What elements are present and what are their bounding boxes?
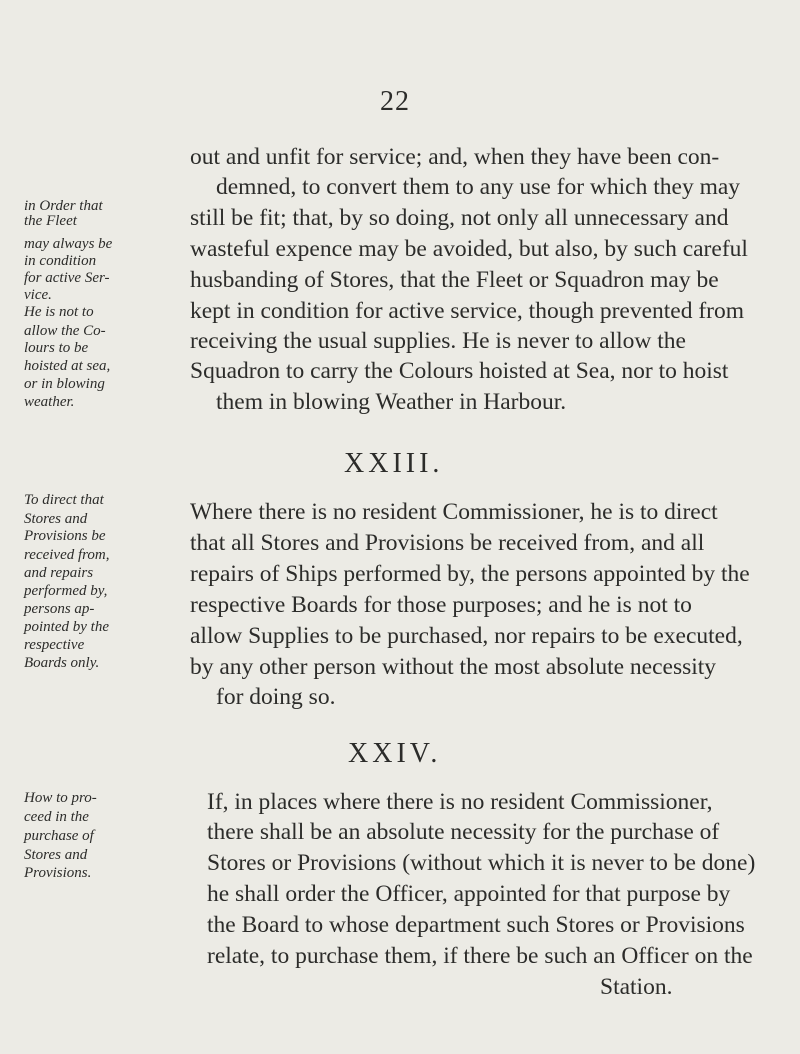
body-text: Station.	[600, 974, 673, 1000]
margin-note-line: or in blowing	[24, 376, 105, 392]
margin-note-line: allow the Co-	[24, 323, 106, 339]
margin-note-line: hoisted at sea,	[24, 358, 111, 374]
body-text: there shall be an absolute necessity for the purchase of	[207, 819, 720, 845]
body-text: he shall order the Officer, appointed for that purpose by	[207, 881, 731, 907]
margin-note-line: Stores and	[24, 511, 88, 527]
body-text: husbanding of Stores, that the Fleet or Squadron may be	[190, 267, 719, 293]
margin-note-line: How to pro-	[24, 790, 97, 806]
margin-note-line: in condition	[24, 253, 97, 269]
margin-note-line: respective	[24, 637, 85, 653]
body-text: allow Supplies to be purchased, nor repairs to be executed,	[190, 623, 743, 649]
margin-note-line: and repairs	[24, 565, 94, 581]
body-text: still be fit; that, by so doing, not only all unnecessary and	[190, 205, 729, 231]
margin-note-line: purchase of	[24, 828, 94, 844]
margin-note-line: performed by,	[24, 583, 108, 599]
margin-note-line: persons ap-	[24, 601, 95, 617]
body-text: demned, to convert them to any use for which they may	[216, 174, 741, 200]
body-text: out and unfit for service; and, when they have been con-	[190, 144, 720, 170]
margin-note-line: Boards only.	[24, 655, 100, 671]
body-text: wasteful expence may be avoided, but also, by such careful	[190, 236, 748, 262]
margin-note-line: may always be	[24, 236, 113, 252]
page-number: 22	[380, 86, 410, 117]
margin-note-line: Provisions be	[24, 528, 106, 544]
section-heading: XXIII.	[344, 448, 444, 479]
body-text: receiving the usual supplies. He is never to allow the	[190, 328, 686, 354]
margin-note-line: Stores and	[24, 847, 88, 863]
body-text: by any other person without the most absolute necessity	[190, 654, 717, 680]
margin-note-line: for active Ser-	[24, 270, 110, 286]
margin-note-line: pointed by the	[24, 619, 109, 635]
body-text: Squadron to carry the Colours hoisted at Sea, nor to hoist	[190, 358, 729, 384]
body-text: Where there is no resident Commissioner, he is to direct	[190, 499, 718, 525]
margin-note-line: To direct that	[24, 492, 104, 508]
margin-note-line: vice.	[24, 287, 52, 303]
body-text: kept in condition for active service, though prevented from	[190, 298, 745, 324]
margin-note-line: Provisions.	[24, 865, 92, 881]
margin-note-line: lours to be	[24, 340, 89, 356]
margin-note-line: ceed in the	[24, 809, 89, 825]
body-text: If, in places where there is no resident Commissioner,	[207, 789, 713, 815]
body-text: respective Boards for those purposes; and he is not to	[190, 592, 692, 618]
body-text: the Board to whose department such Stores or Provisions	[207, 912, 745, 938]
margin-note-line: the Fleet	[24, 213, 77, 229]
body-text: that all Stores and Provisions be received from, and all	[190, 530, 705, 556]
body-text: repairs of Ships performed by, the persons appointed by the	[190, 561, 750, 587]
body-text: for doing so.	[216, 684, 336, 710]
section-heading: XXIV.	[348, 738, 442, 769]
body-text: them in blowing Weather in Harbour.	[216, 389, 567, 415]
margin-note-line: in Order that	[24, 198, 103, 214]
margin-note-line: He is not to	[24, 304, 94, 320]
margin-note-line: received from,	[24, 547, 110, 563]
body-text: Stores or Provisions (without which it is never to be done)	[207, 850, 756, 876]
body-text: relate, to purchase them, if there be such an Officer on the	[207, 943, 753, 969]
margin-note-line: weather.	[24, 394, 75, 410]
